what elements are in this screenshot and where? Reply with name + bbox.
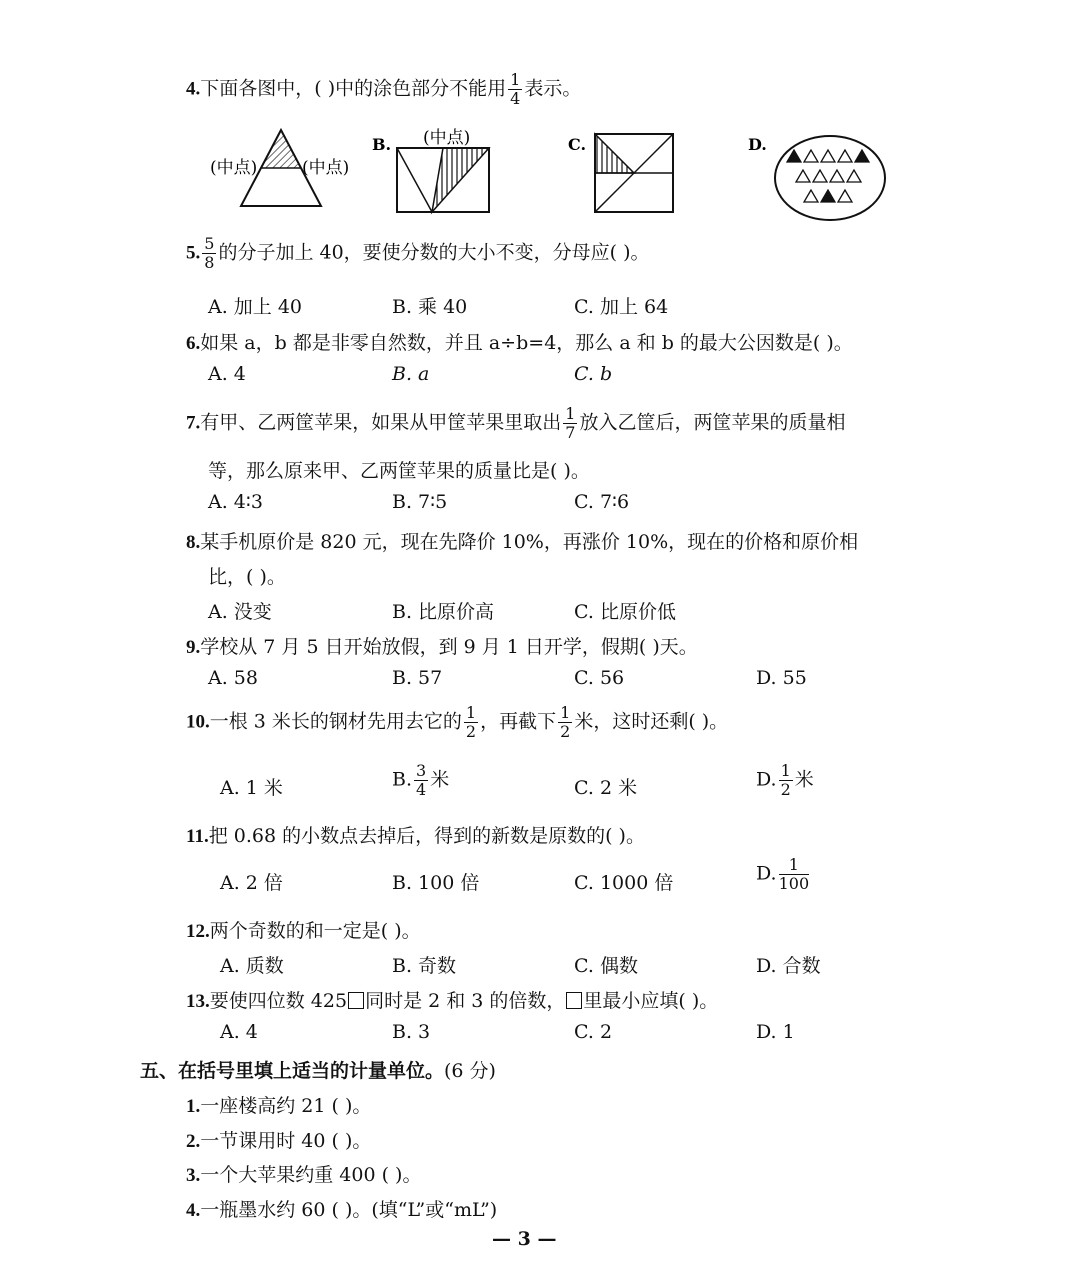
q5-option-b: B. 乘 40 — [392, 296, 468, 318]
q7-line2: 等，那么原来甲、乙两筐苹果的质量比是( )。 — [208, 460, 590, 482]
q9-number: 9. — [186, 637, 201, 658]
q10-option-a: A. 1 米 — [220, 777, 283, 799]
q4-figures — [200, 120, 900, 230]
page-number: — 3 — — [492, 1228, 557, 1250]
q8-option-b: B. 比原价高 — [392, 601, 495, 623]
q9-option-d: D. 55 — [756, 667, 807, 689]
q8-line1 — [186, 527, 858, 554]
q9-option-b: B. 57 — [392, 667, 443, 689]
q9-option-c: C. 56 — [574, 667, 625, 689]
q13-option-b: B. 3 — [392, 1021, 431, 1043]
q5-option-c: C. 加上 64 — [574, 296, 669, 318]
q4-text-post: 表示。 — [524, 77, 582, 100]
q11-text: 把 0.68 的小数点去掉后，得到的新数是原数的( )。 — [208, 825, 645, 847]
fig-a-label-right: (中点) — [302, 158, 350, 178]
q13-number: 13. — [186, 991, 210, 1012]
q10-text-mid: ，再截下 — [480, 710, 557, 733]
q9-text: 学校从 7 月 5 日开始放假，到 9 月 1 日开学，假期( )天。 — [200, 636, 698, 658]
q6-option-b: B. a — [392, 363, 430, 385]
q7-text-pre: 有甲、乙两筐苹果，如果从甲筐苹果里取出 — [200, 411, 562, 434]
section-5-score: (6 分) — [444, 1060, 496, 1082]
q7-fraction: $\frac{1}{7}$ — [565, 404, 576, 442]
s5-item-4: 4.一瓶墨水约 60 ( )。(填“L”或“mL”) — [186, 1199, 498, 1221]
q6-option-a: A. 4 — [208, 363, 246, 385]
q11-option-c: C. 1000 倍 — [574, 872, 674, 894]
q7-line1 — [186, 406, 845, 441]
q9-option-a: A. 58 — [208, 667, 258, 689]
s5-item-2: 2.一节课用时 40 ( )。 — [186, 1130, 372, 1152]
fig-b-letter: B. — [372, 135, 392, 154]
q6-option-c: C. b — [574, 363, 613, 385]
q12-option-d: D. 合数 — [756, 955, 821, 977]
q12-text: 两个奇数的和一定是( )。 — [209, 920, 421, 942]
q8-text: 某手机原价是 820 元，现在先降价 10%，再涨价 10%，现在的价格和原价相 — [200, 531, 859, 553]
blank-box-icon — [566, 992, 582, 1009]
q5-number: 5. — [186, 242, 201, 264]
q10-option-c: C. 2 米 — [574, 777, 638, 799]
q7-number: 7. — [186, 412, 201, 434]
section-5-title: 五、在括号里填上适当的计量单位。 — [140, 1060, 445, 1082]
s5-item-1: 1.一座楼高约 21 ( )。 — [186, 1095, 372, 1117]
q12-option-b: B. 奇数 — [392, 955, 457, 977]
q11-option-d: D. $\frac{1}{100}$ — [756, 855, 810, 893]
q13-text-mid: 同时是 2 和 3 的倍数， — [365, 990, 566, 1012]
blank-box-icon — [348, 992, 364, 1009]
q7-option-c: C. 7∶6 — [574, 491, 630, 513]
q11-line — [186, 821, 645, 848]
figure-c-square — [568, 134, 673, 212]
q5-option-a: A. 加上 40 — [208, 296, 303, 318]
q7-option-b: B. 7∶5 — [392, 491, 448, 513]
q10-text-post: 米，这时还剩( )。 — [574, 710, 729, 733]
q4-line — [186, 72, 581, 107]
q10-text-pre: 一根 3 米长的钢材先用去它的 — [209, 710, 462, 733]
q13-option-c: C. 2 — [574, 1021, 613, 1043]
q10-line — [186, 705, 728, 740]
q7-option-a: A. 4∶3 — [208, 491, 263, 513]
fig-d-letter: D. — [748, 135, 767, 154]
q11-option-b: B. 100 倍 — [392, 872, 480, 894]
q8-number: 8. — [186, 532, 201, 553]
q12-number: 12. — [186, 921, 210, 942]
q8-option-a: A. 没变 — [208, 601, 272, 623]
q6-text: 如果 a，b 都是非零自然数，并且 a÷b=4，那么 a 和 b 的最大公因数是( )。 — [200, 332, 853, 354]
q4-fraction: $\frac{1}{4}$ — [510, 70, 521, 108]
figure-a-triangle — [210, 130, 349, 206]
q8-line2: 比，( )。 — [208, 566, 286, 588]
q6-line — [186, 328, 853, 355]
figure-b-rectangle — [372, 128, 489, 212]
q11-option-a: A. 2 倍 — [220, 872, 283, 894]
q5-line — [186, 236, 650, 271]
q12-line — [186, 916, 421, 943]
section-5-heading — [140, 1056, 496, 1083]
q13-text-pre: 要使四位数 425 — [209, 990, 348, 1012]
q10-option-b: B. $\frac{3}{4}$ 米 — [392, 761, 450, 799]
q5-fraction: $\frac{5}{8}$ — [204, 234, 215, 272]
fig-a-label-left: (中点) — [210, 158, 258, 178]
fig-b-label: (中点) — [423, 128, 471, 148]
q13-option-a: A. 4 — [220, 1021, 258, 1043]
q10-fraction-1: $\frac{1}{2}$ — [465, 703, 477, 741]
q4-text-pre: 下面各图中，( )中的涂色部分不能用 — [200, 77, 507, 100]
q4-number: 4. — [186, 78, 201, 100]
q12-option-c: C. 偶数 — [574, 955, 638, 977]
q13-option-d: D. 1 — [756, 1021, 795, 1043]
q10-option-d: D. $\frac{1}{2}$ 米 — [756, 761, 814, 799]
q10-number: 10. — [186, 711, 210, 733]
q11-number: 11. — [186, 826, 209, 847]
q7-text-post: 放入乙筐后，两筐苹果的质量相 — [579, 411, 846, 434]
fig-c-letter: C. — [568, 135, 587, 154]
figure-d-ellipse — [748, 135, 885, 220]
s5-item-3: 3.一个大苹果约重 400 ( )。 — [186, 1164, 422, 1186]
q9-line — [186, 632, 698, 659]
q13-text-post: 里最小应填( )。 — [583, 990, 719, 1012]
q12-option-a: A. 质数 — [220, 955, 284, 977]
q10-fraction-2: $\frac{1}{2}$ — [560, 703, 571, 741]
q13-line — [186, 986, 718, 1013]
q5-text: 的分子加上 40，要使分数的大小不变，分母应( )。 — [218, 241, 650, 264]
q8-option-c: C. 比原价低 — [574, 601, 676, 623]
q6-number: 6. — [186, 333, 201, 354]
